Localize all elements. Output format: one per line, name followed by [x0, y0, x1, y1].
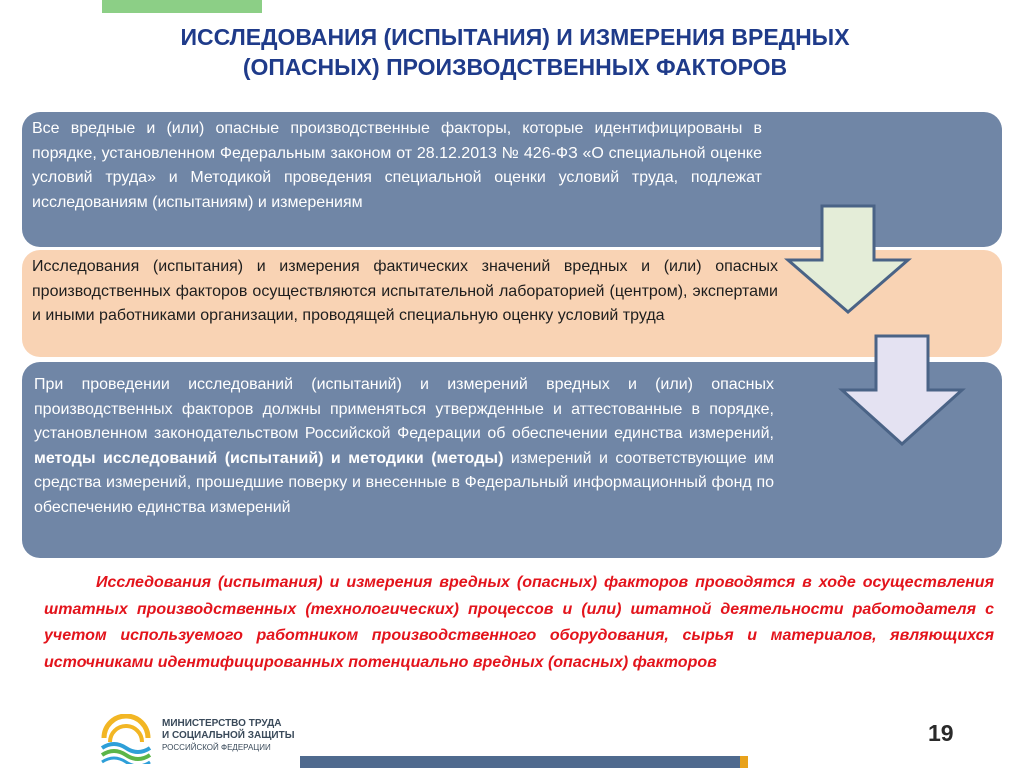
page-number: 19 — [928, 720, 954, 746]
slide-title-line1: ИССЛЕДОВАНИЯ (ИСПЫТАНИЯ) И ИЗМЕРЕНИЯ ВРЕДНЫХ — [180, 24, 850, 50]
top-accent-bar — [102, 0, 262, 13]
slide-title — [90, 22, 940, 82]
info-block-3-text-bold: методы исследований (испытаний) и методики (методы) — [34, 449, 504, 467]
arrow-down-icon — [838, 334, 966, 446]
bottom-accent — [740, 756, 748, 768]
ministry-name — [162, 718, 322, 754]
info-block-2-text: Исследования (испытания) и измерения фактических значений вредных и (или) опасных производственных факторов осуществляются испытательной лабораторией (центром), экспертами и иными работниками организации, проводящей специальную оценку условий труда — [32, 258, 778, 324]
info-block-3-text — [34, 373, 774, 520]
ministry-name-line2: И СОЦИАЛЬНОЙ ЗАЩИТЫ — [162, 730, 295, 741]
info-block-3-text-start: При проведении исследований (испытаний) и измерений вредных и (или) опасных производственных факторов должны применяться утвержденные и аттестованные в порядке, установленном законодательством Российской Федерации об обеспечении единства измерений, — [34, 376, 774, 442]
note-text: Исследования (испытания) и измерения вредных (опасных) факторов проводятся в ходе осуществления штатных производственных (технологических) процессов и (или) штатной деятельности работодателя с учетом используемого работником производственного оборудования, сырья и материалов, являющихся источниками идентифицированных потенциально вредных (опасных) факторов — [44, 574, 994, 671]
info-block-3-text-end: измерений и соответствующие им средства измерений, прошедшие поверку и внесенные в Федеральный информационный фонд по обеспечению единства измерений — [34, 449, 774, 516]
ministry-name-line3: РОССИЙСКОЙ ФЕДЕРАЦИИ — [162, 743, 271, 752]
slide-title-line2: (ОПАСНЫХ) ПРОИЗВОДСТВЕННЫХ ФАКТОРОВ — [242, 54, 788, 80]
arrow-down-icon — [782, 204, 912, 314]
ministry-name-line1: МИНИСТЕРСТВО ТРУДА — [162, 718, 282, 729]
bottom-bar — [300, 756, 740, 768]
info-block-1-text: Все вредные и (или) опасные производственные факторы, которые идентифицированы в порядке, установленном Федеральным законом от 28.12.2013 № 426-ФЗ «О специальной оценке условий труда» и Методикой проведения специальной оценки условий труда, подлежат исследованиям (испытаниям) и измерениям — [32, 120, 762, 211]
ministry-logo-icon — [100, 714, 152, 764]
